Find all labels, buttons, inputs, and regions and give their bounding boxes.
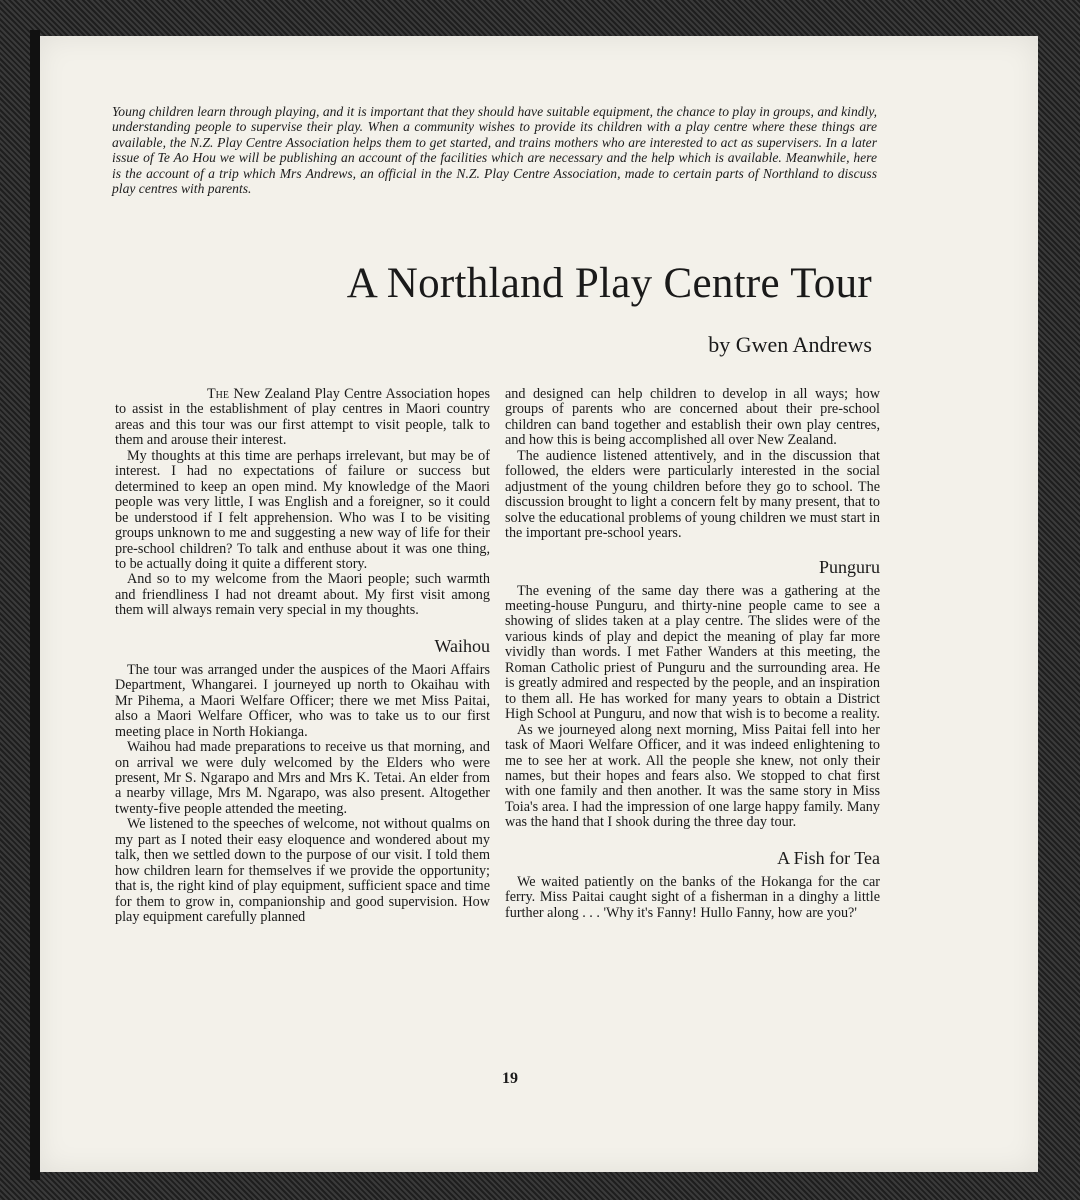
paragraph: As we journeyed along next morning, Miss Paitai fell into her task of Maori Welfare Officer, and it was indeed enlightening to me to see her at work. All the people she knew, not only their names, but their hopes and fears also. We stopped to chat first with one family and then another. It was the same story in Miss Toia's area. I had the impression of one large happy family. Many was the hand that I shook during the three day tour. — [505, 721, 880, 831]
paragraph: The audience listened attentively, and in the discussion that followed, the elders were particularly interested in the social adjustment of the young children before they go to school. The discussion brought to light a concern felt by many present, that to solve the educational problems of young children we must start in the important pre-school years. — [505, 447, 880, 542]
right-column — [505, 387, 880, 921]
subheading-waihou: Waihou — [434, 635, 490, 656]
paragraph: and designed can help children to develop in all ways; how groups of parents who are concerned about their pre-school children can band together and establish their own play centres, and how this is being accomplished all over New Zealand. — [505, 386, 880, 449]
paragraph: And so to my welcome from the Maori people; such warmth and friendliness I had not dreamt about. My first visit among them will always remain very special in my thoughts. — [115, 571, 490, 619]
paragraph-text: New Zealand Play Centre Association hopes to assist in the establishment of play centres in Maori country areas and this tour was our first attempt to visit people, talk to them and arouse their interest. — [115, 386, 491, 449]
intro-paragraph: Young children learn through playing, and it is important that they should have suitable equipment, the chance to play in groups, and kindly, understanding people to supervise their play. When a community wishes to provide its children with a play centre where these things are available, the N.Z. Play Centre Association helps them to get started, and trains mothers who are interested to act as supervisers. In a later issue of Te Ao Hou we will be publishing an account of the facilities which are necessary and the help which is available. Meanwhile, here is the account of a trip which Mrs Andrews, an official in the N.Z. Play Centre Association, made to certain parts of Northland to discuss play centres with parents. — [112, 104, 877, 197]
article-title: A Northland Play Centre Tour — [346, 260, 872, 307]
byline: by Gwen Andrews — [708, 332, 872, 357]
paragraph: Waihou had made preparations to receive us that morning, and on arrival we were duly welcomed by the Elders who were present, Mr S. Ngarapo and Mrs and Mrs K. Tetai. An elder from a nearby village, Mrs M. Ngarapo, was also present. Altogether twenty-five people attended the meeting. — [115, 739, 490, 817]
paragraph: We listened to the speeches of welcome, not without qualms on my part as I noted their easy eloquence and wondered about my talk, then we settled down to the purpose of our visit. I told them how children learn for themselves if we provide the opportunity; that is, the right kind of play equipment, sufficient space and time for them to grow in, companionship and good supervision. How play equipment carefully planned — [115, 816, 490, 926]
subheading-fish-for-tea: A Fish for Tea — [777, 847, 880, 868]
paragraph: My thoughts at this time are perhaps irrelevant, but may be of interest. I had no expectations of failure or success but determined to keep an open mind. My knowledge of the Maori people was very little, I was English and a foreigner, so it could be understood if I felt apprehension. Who was I to be visiting groups unknown to me and suggesting a new way of life for their pre-school children? To talk and enthuse about it was one thing, to be actually doing it quite a different story. — [115, 447, 490, 572]
lead-word: The — [207, 386, 229, 402]
left-column — [115, 387, 490, 926]
paragraph — [115, 387, 490, 449]
binding-edge — [30, 30, 40, 1180]
subheading-punguru: Punguru — [818, 556, 880, 577]
paragraph: We waited patiently on the banks of the Hokanga for the car ferry. Miss Paitai caught sight of a fisherman in a dinghy a little further along . . . 'Why it's Fanny! Hullo Fanny, how are you?' — [505, 873, 880, 921]
paragraph: The evening of the same day there was a gathering at the meeting-house Punguru, and thirty-nine people came to see a showing of slides taken at a play centre. The slides were of the various kinds of play and depict the meaning of play far more vividly than words. I met Father Wanders at this meeting, the Roman Catholic priest of Punguru and the surrounding area. He is greatly admired and respected by the people, and an inspiration to them all. He has worked for many years to obtain a District High School at Punguru, and now that wish is to become a reality. — [505, 582, 880, 723]
page-number: 19 — [502, 1070, 518, 1087]
paragraph: The tour was arranged under the auspices of the Maori Affairs Department, Whangarei. I journeyed up north to Okaihau with Mr Pihema, a Maori Welfare Officer; there we met Miss Paitai, also a Maori Welfare Officer, who was to take us to our first meeting place in North Hokianga. — [115, 661, 490, 740]
